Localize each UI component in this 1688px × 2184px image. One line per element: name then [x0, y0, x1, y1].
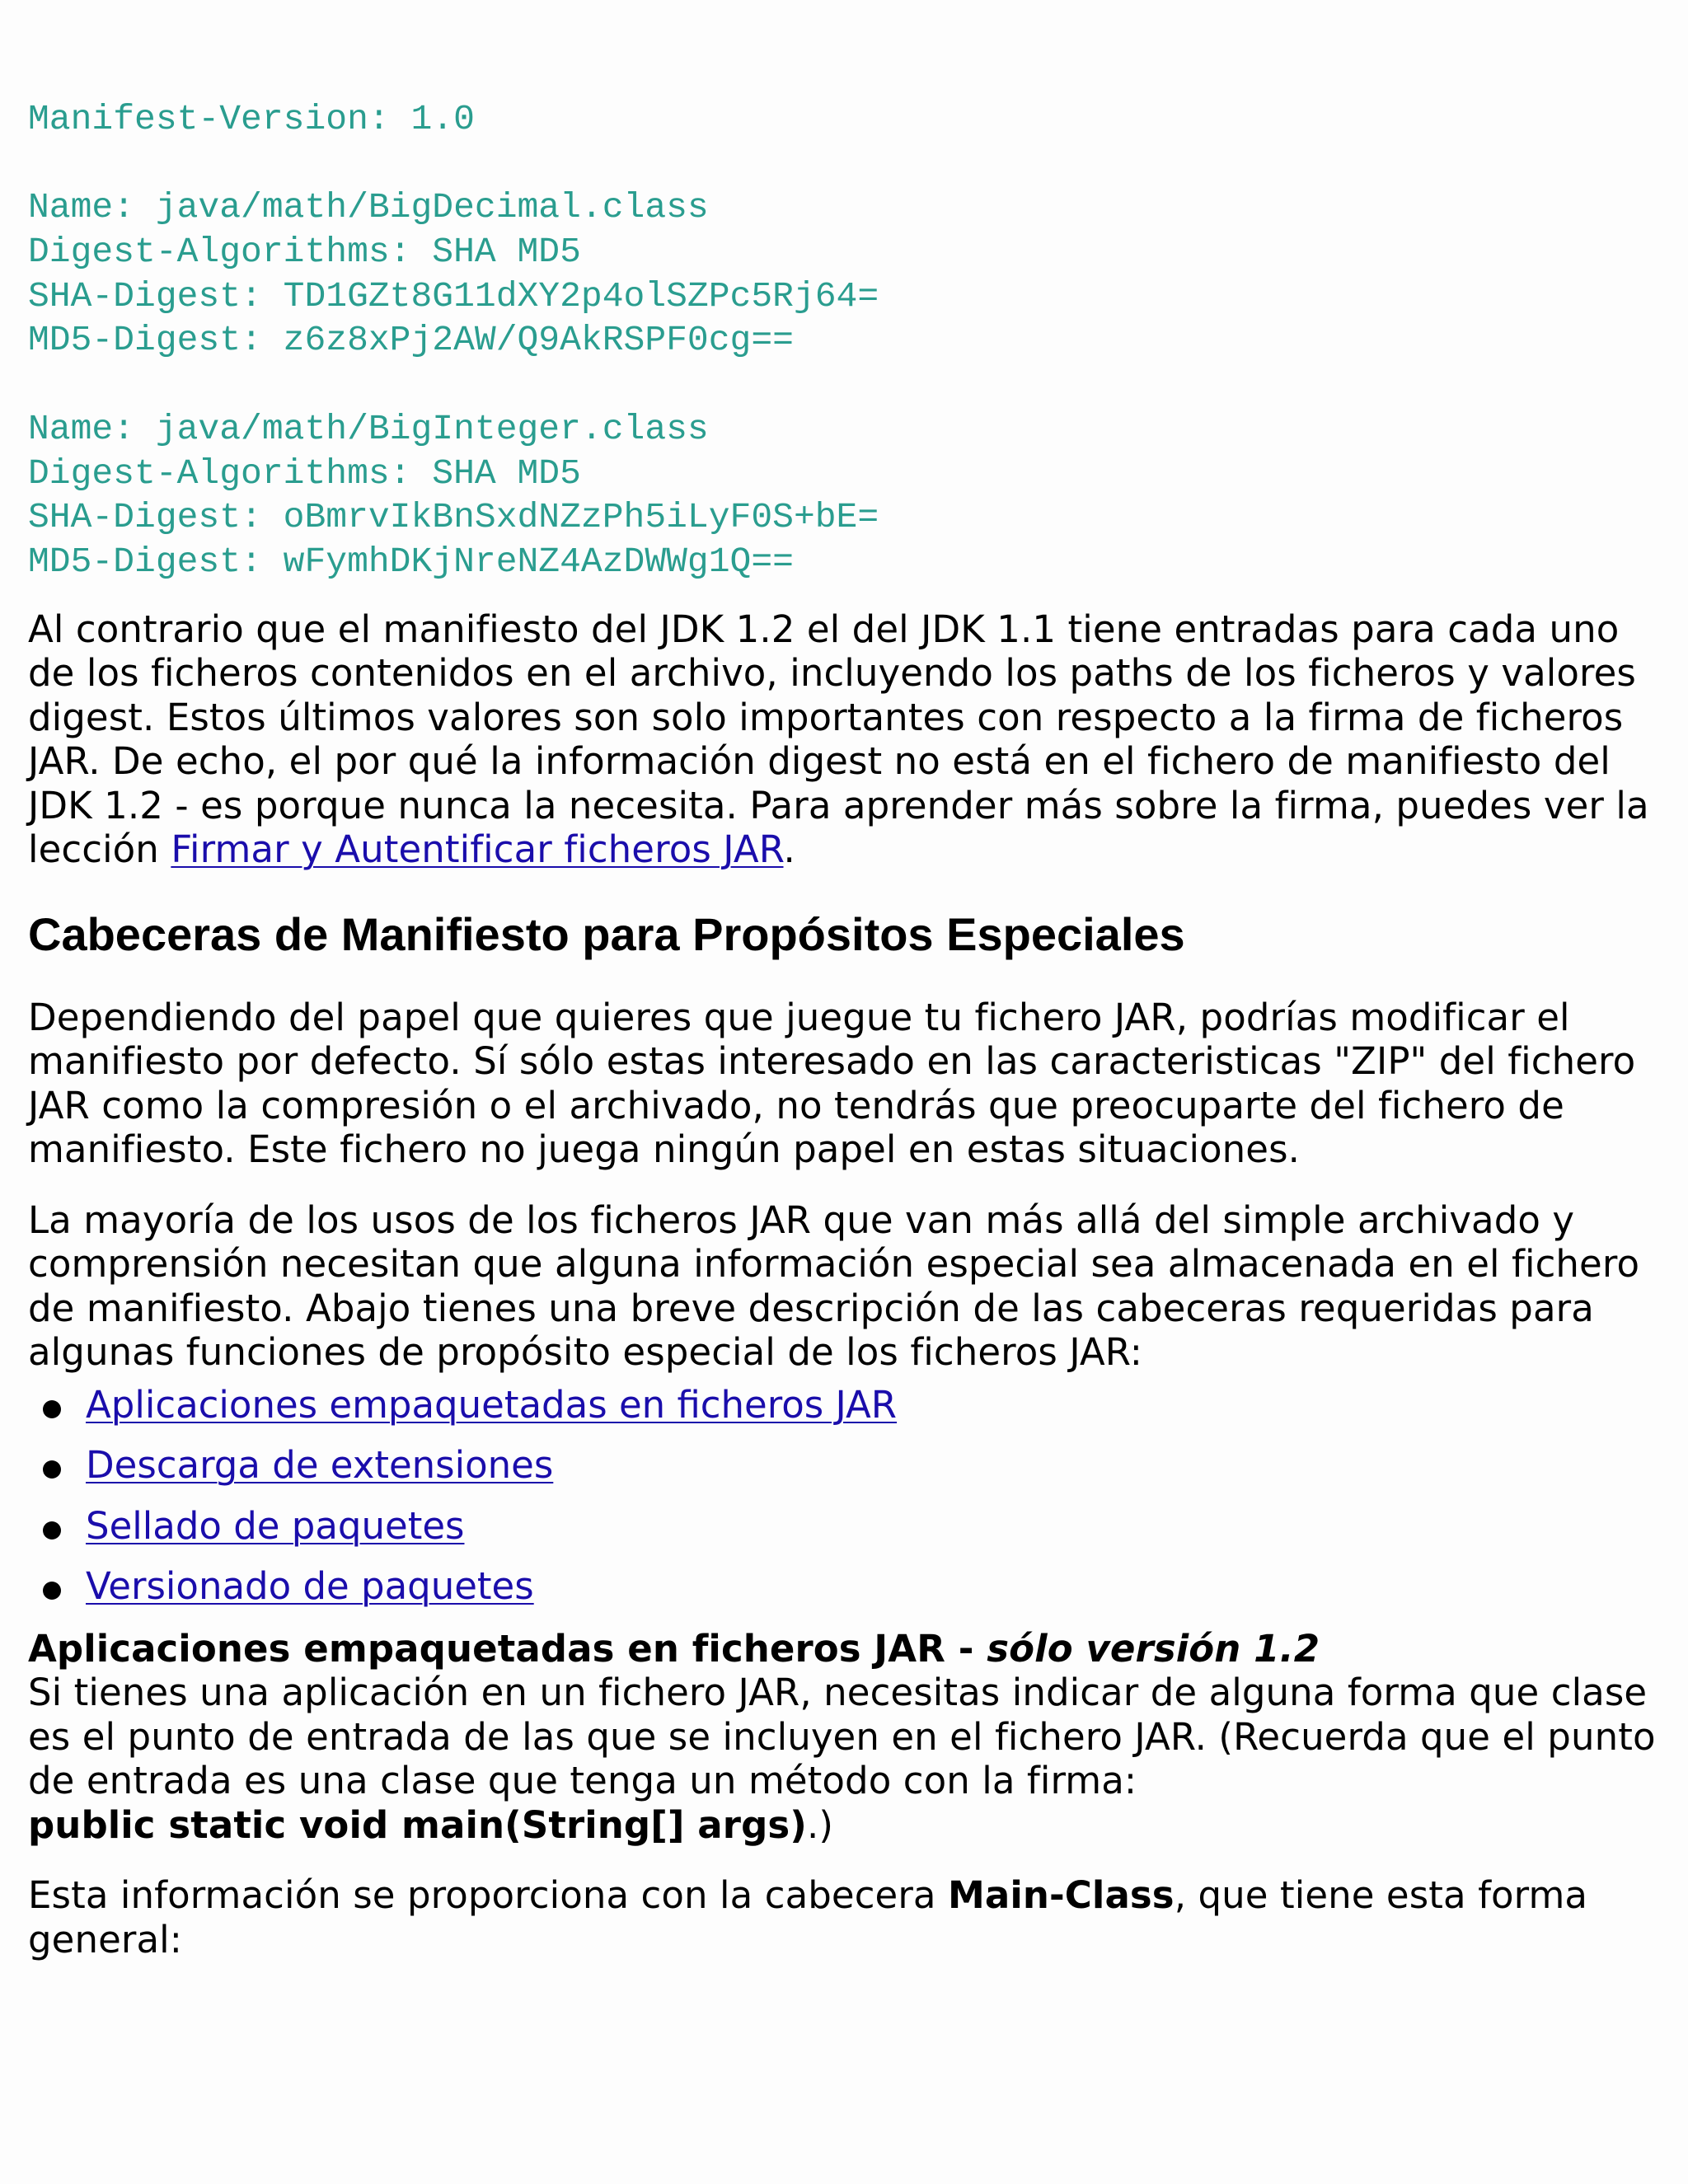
- paragraph-main-class: [28, 1873, 1660, 1961]
- link-package-sealing[interactable]: Sellado de paquetes: [86, 1503, 465, 1548]
- document-page: [28, 97, 1660, 1961]
- code-line-name: Name: java/math/BigInteger.class: [28, 408, 709, 449]
- main-class-term: Main-Class: [948, 1873, 1175, 1918]
- code-line-name: Name: java/math/BigDecimal.class: [28, 187, 709, 228]
- list-item: [86, 1496, 1660, 1557]
- bullet-dot-icon: [43, 1400, 61, 1418]
- main-method-signature: public static void main(String[] args): [28, 1802, 807, 1847]
- subsection-title-italic: sólo versión 1.2: [987, 1626, 1320, 1671]
- code-blank-line: [28, 363, 1660, 407]
- code-line-sha-digest: SHA-Digest: TD1GZt8G11dXY2p4olSZPc5Rj64=: [28, 275, 879, 316]
- code-blank-line: [28, 142, 1660, 186]
- intro-text: Al contrario que el manifiesto del JDK 1.2 el del JDK 1.1 tiene entradas para cada uno de los ficheros contenidos en el archivo, incluyendo los paths de los ficheros y valores digest. Estos últimos valores son solo importantes con respecto a la firma de ficheros JAR. De echo, el por qué la información digest no está en el fichero de manifiesto del JDK 1.2 - es porque nunca la necesita. Para aprender más sobre la firma, puedes ver la lección: [28, 607, 1649, 872]
- paragraph-special-headers: La mayoría de los usos de los ficheros JAR que van más allá del simple archivado y comprensión necesitan que alguna información especial sea almacenada en el fichero de manifiesto. Abajo tienes una breve descripción de las cabeceras requeridas para algunas funciones de propósito especial de los ficheros JAR:: [28, 1197, 1640, 1375]
- link-extension-download[interactable]: Descarga de extensiones: [86, 1443, 554, 1488]
- subsection-body: Si tienes una aplicación en un fichero JAR, necesitas indicar de alguna forma que clase es el punto de entrada de las que se incluyen en el fichero JAR. (Recuerda que el punto de entrada es una clase que tenga un método con la firma:: [28, 1671, 1656, 1803]
- list-item: [86, 1375, 1660, 1436]
- list-item: [86, 1435, 1660, 1496]
- subsection-title-bold: Aplicaciones empaquetadas en ficheros JAR -: [28, 1626, 987, 1671]
- code-line-algorithms: Digest-Algorithms: SHA MD5: [28, 232, 581, 273]
- subsection-body-tail: .): [806, 1802, 833, 1847]
- paragraph-default-manifest: Dependiendo del papel que quieres que juegue tu fichero JAR, podrías modificar el manifiesto por defecto. Sí sólo estas interesado en las caracteristicas "ZIP" del fichero JAR como la compresión o el archivado, no tendrás que preocuparte del fichero de manifiesto. Este fichero no juega ningún papel en estas situaciones.: [28, 995, 1636, 1172]
- code-line-algorithms: Digest-Algorithms: SHA MD5: [28, 452, 581, 494]
- bullet-dot-icon: [43, 1460, 61, 1479]
- subsection-jar-applications: [28, 1627, 1660, 1848]
- section-heading: Cabeceras de Manifiesto para Propósitos Especiales: [28, 907, 1185, 960]
- code-line-sha-digest: SHA-Digest: oBmrvIkBnSxdNZzPh5iLyF0S+bE=: [28, 497, 879, 538]
- code-line-md5-digest: MD5-Digest: z6z8xPj2AW/Q9AkRSPF0cg==: [28, 320, 794, 361]
- list-item: [86, 1556, 1660, 1617]
- code-line-manifest-version: Manifest-Version: 1.0: [28, 99, 475, 139]
- code-line-md5-digest: MD5-Digest: wFymhDKjNreNZ4AzDWWg1Q==: [28, 541, 794, 582]
- bullet-dot-icon: [43, 1582, 61, 1600]
- main-class-text-end: , que tiene esta forma general:: [28, 1873, 1588, 1961]
- signing-lesson-link[interactable]: Firmar y Autentificar ficheros JAR: [171, 827, 784, 872]
- subsection-title: [28, 1627, 1320, 1671]
- manifest-code-block: [28, 97, 1660, 584]
- link-package-versioning[interactable]: Versionado de paquetes: [86, 1564, 534, 1609]
- main-class-text: Esta información se proporciona con la cabecera: [28, 1873, 949, 1918]
- special-purpose-link-list: [28, 1375, 1660, 1617]
- intro-text-end: .: [783, 827, 795, 872]
- bullet-dot-icon: [43, 1521, 61, 1540]
- intro-paragraph: [28, 607, 1660, 872]
- link-jar-applications[interactable]: Aplicaciones empaquetadas en ficheros JAR: [86, 1382, 898, 1427]
